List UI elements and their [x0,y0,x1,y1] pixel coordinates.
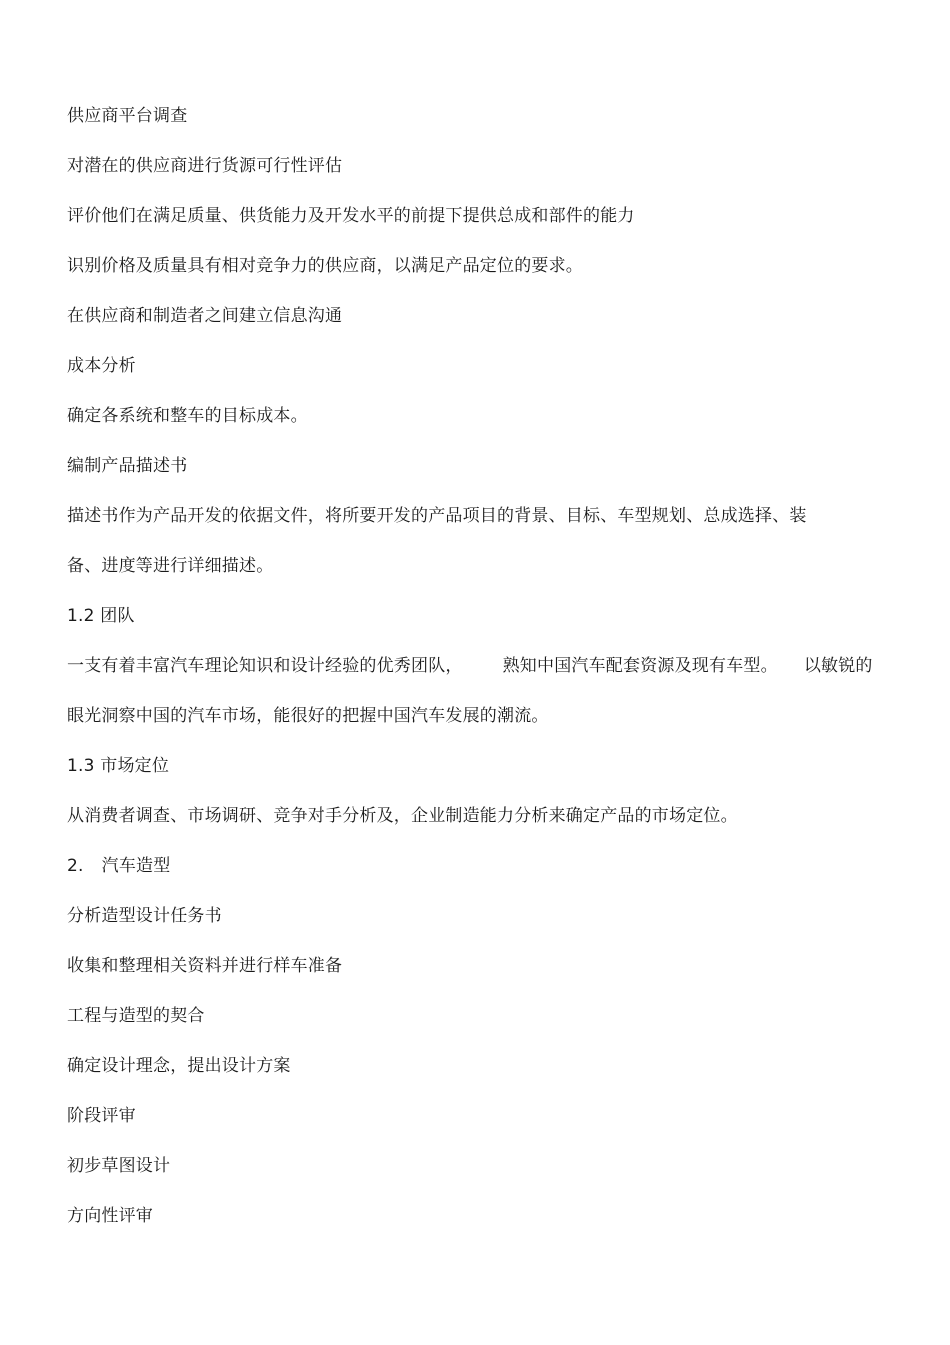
section-title: 汽车造型 [101,856,171,876]
text-line: 初步草图设计 [67,1156,171,1176]
text-line: 确定各系统和整车的目标成本。 [67,406,308,426]
text-line: 供应商平台调查 [67,106,188,126]
text-line: 分析造型设计任务书 [67,906,222,926]
text-line: 阶段评审 [67,1106,136,1126]
heading-section-2 [67,855,170,877]
team-part-2: 熟知中国汽车配套资源及现有车型。 [502,656,778,676]
heading-team: 1.2 团队 [67,606,135,626]
section-number: 2. [67,856,84,876]
text-line: 对潜在的供应商进行货源可行性评估 [67,156,343,176]
text-line: 在供应商和制造者之间建立信息沟通 [67,306,343,326]
text-line: 确定设计理念，提出设计方案 [67,1056,291,1076]
team-part-3: 以敏锐的 [803,656,873,676]
team-description-line [67,655,873,677]
text-line: 描述书作为产品开发的依据文件，将所要开发的产品项目的背景、目标、车型规划、总成选择、装 [67,506,807,526]
heading-cost-analysis: 成本分析 [67,356,136,376]
text-line: 识别价格及质量具有相对竞争力的供应商，以满足产品定位的要求。 [67,256,583,276]
heading-product-description: 编制产品描述书 [67,456,188,476]
text-line: 方向性评审 [67,1206,153,1226]
text-line: 收集和整理相关资料并进行样车准备 [67,956,343,976]
text-line: 备、进度等进行详细描述。 [67,556,274,576]
text-line: 从消费者调查、市场调研、竞争对手分析及，企业制造能力分析来确定产品的市场定位。 [67,806,738,826]
text-line: 评价他们在满足质量、供货能力及开发水平的前提下提供总成和部件的能力 [67,206,635,226]
team-part-1: 一支有着丰富汽车理论知识和设计经验的优秀团队， [67,656,463,676]
text-line: 眼光洞察中国的汽车市场，能很好的把握中国汽车发展的潮流。 [67,706,549,726]
text-line: 工程与造型的契合 [67,1006,205,1026]
heading-market-positioning: 1.3 市场定位 [67,756,170,776]
